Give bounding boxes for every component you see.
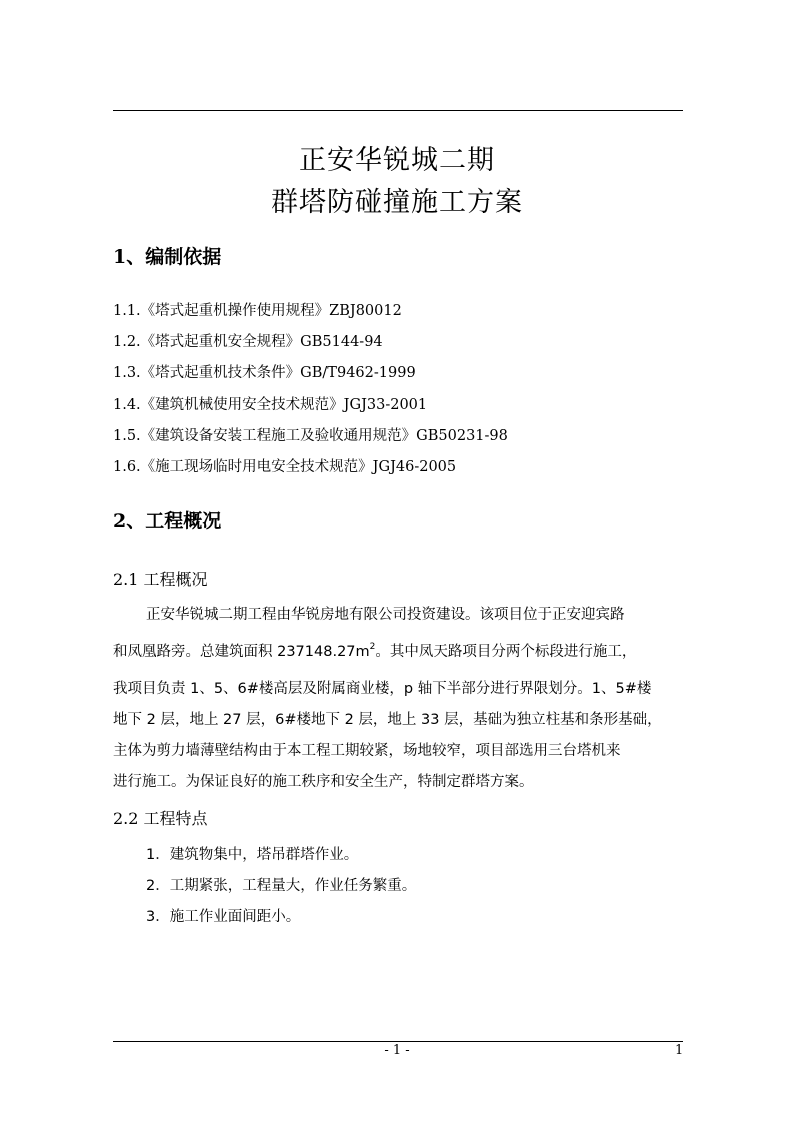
subsection-heading: 2.1 工程概况 xyxy=(113,570,208,589)
reference-item: 1.1.《塔式起重机操作使用规程》ZBJ80012 xyxy=(113,303,402,319)
feature-item: 2．工期紧张，工程量大，作业任务繁重。 xyxy=(146,878,417,894)
document-title-line2: 群塔防碰撞施工方案 xyxy=(271,187,523,218)
section2-heading: 2、工程概况 xyxy=(113,510,222,532)
paragraph-line xyxy=(113,640,685,661)
feature-item: 1．建筑物集中，塔吊群塔作业。 xyxy=(146,847,359,863)
feature-item: 3．施工作业面间距小。 xyxy=(146,909,301,925)
reference-item: 1.5.《建筑设备安装工程施工及验收通用规范》GB50231-98 xyxy=(113,428,508,444)
paragraph-line: 主体为剪力墙薄壁结构由于本工程工期较紧，场地较窄，项目部选用三台塔机来 xyxy=(113,743,621,759)
footer-rule xyxy=(113,1041,683,1042)
reference-item: 1.6.《施工现场临时用电安全技术规范》JGJ46-2005 xyxy=(113,459,457,475)
paragraph-line: 地下 2 层，地上 27 层，6#楼地下 2 层，地上 33 层，基础为独立柱基和条形基础， xyxy=(113,712,662,728)
reference-item: 1.3.《塔式起重机技术条件》GB/T9462-1999 xyxy=(113,365,416,381)
paragraph-line-part: 。其中凤天路项目分两个标段进行施工， xyxy=(375,644,637,660)
paragraph-line: 正安华锐城二期工程由华锐房地有限公司投资建设。该项目位于正安迎宾路 xyxy=(146,607,625,623)
subsection-heading: 2.2 工程特点 xyxy=(113,809,208,828)
document-title-line1: 正安华锐城二期 xyxy=(299,145,495,176)
reference-item: 1.4.《建筑机械使用安全技术规范》JGJ33-2001 xyxy=(113,397,428,413)
superscript-exponent: 2 xyxy=(369,642,376,652)
paragraph-line: 我项目负责 1、5、6#楼高层及附属商业楼，p 轴下半部分进行界限划分。1、5#楼 xyxy=(113,681,652,697)
paragraph-line-part: 和凤凰路旁。总建筑面积 237148.27m xyxy=(113,644,370,660)
paragraph-line: 进行施工。为保证良好的施工秩序和安全生产，特制定群塔方案。 xyxy=(113,774,534,790)
page-number-right: 1 xyxy=(675,1043,684,1058)
reference-item: 1.2.《塔式起重机安全规程》GB5144-94 xyxy=(113,334,383,350)
page-number-center: - 1 - xyxy=(384,1043,410,1058)
section1-heading: 1、编制依据 xyxy=(113,246,222,268)
header-rule xyxy=(113,110,683,111)
